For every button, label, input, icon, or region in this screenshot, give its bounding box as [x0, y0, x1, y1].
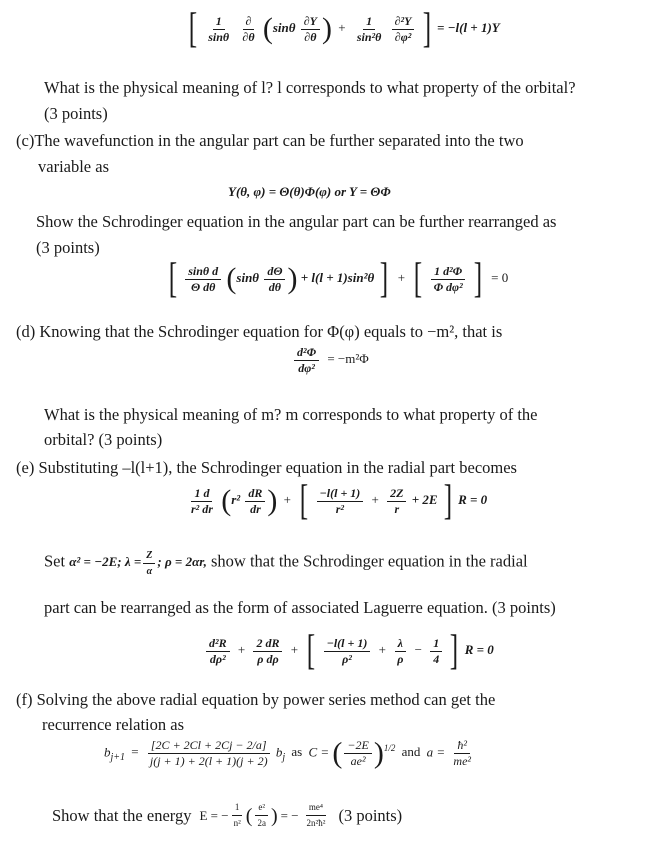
question-f-line2: recurrence relation as [42, 715, 184, 734]
question-b-line1: What is the physical meaning of l? l corresponds to what property of the orbital? [44, 78, 576, 97]
equation-recurrence: $b_{j+1}$ = $\frac{[2C + 2Cl + 2Cj - 2/a]}{j(j + 1) + 2(l + 1)(j + 2)}$ $b_j$ as C = ( $\frac{-2E}{\text{ae²}}$ )$^{1/2}$ and a = $\frac{\text{ħ²}}{\text{me²}}$ [104, 736, 472, 770]
question-c-line2: variable as [38, 157, 110, 176]
question-d-line1: (d) Knowing that the Schrodinger equation for Φ(φ) equals to −m², that is [16, 322, 503, 341]
question-b-line2: (3 points) [44, 104, 108, 123]
question-c-line4: (3 points) [36, 238, 100, 257]
question-c-line1: (c)The wavefunction in the angular part can be further separated into the two [16, 131, 524, 150]
equation-angular: [ $\frac{1}{\sin\theta}$ $\frac{\partial}{\partial\theta}$ (sinθ $\frac{\partial Y}{\partial\theta}$ ) + $\frac{1}{\text{sin²θ}}$ $\frac{\text{∂²Y}}{\text{∂φ²}}$ ] = −l(l + 1)Y [188, 6, 500, 52]
frac-partial-theta: $\frac{\partial}{\partial\theta}$ [242, 13, 255, 44]
equation-radial: $\frac{1 d}{\text{r² dr}}$ (r² $\frac{dR}{dr}$ ) + [ $\frac{-l(l + 1)}{\text{r²}}$ + $\frac{2Z}{r}$ + 2E ] R = 0 [191, 478, 488, 524]
question-d-line3: orbital? (3 points) [44, 430, 163, 449]
question-e-line3: part can be rearranged as the form of associated Laguerre equation. (3 points) [44, 598, 556, 617]
question-f-energy-line: Show that the energy E = − $\frac{1}{\text{n²}}$ ( $\frac{\text{e²}}{2a}$ ) = − $\frac{\text{me⁴}}{\text{2n²ħ²}}$ (3 points) [52, 802, 403, 828]
equation-phi: $\frac{\text{d²Φ}}{\text{dφ²}}$ = −m²Φ [292, 345, 372, 376]
equation-laguerre: $\frac{\text{d²R}}{\text{dρ²}}$ + $\frac{2 dR}{\text{ρ dρ}}$ + [ $\frac{-l(l + 1)}{\text{ρ²}}$ + $\frac{\lambda}{\rho}$ − $\frac{1}{4}$ ] R = 0 [204, 630, 494, 672]
equation-separation: Y(θ, φ) = Θ(θ)Φ(φ) or Y = ΘΦ [228, 184, 391, 199]
question-c-line3: Show the Schrodinger equation in the angular part can be further rearranged as [36, 212, 557, 231]
question-f-line1: (f) Solving the above radial equation by power series method can get the [16, 690, 496, 709]
frac-1-sin: $\frac{1}{\sin\theta}$ [208, 13, 230, 44]
equation-rearranged: [ $\frac{\text{sinθ d}}{\text{Θ dθ}}$ (sinθ $\frac{d\Theta}{d\theta}$ ) + l(l + 1)sin²θ ] + [ $\frac{\text{1 d²Φ}}{\text{Φ dφ²}}$ ] = 0 [168, 256, 509, 302]
question-e-line1: (e) Substituting –l(l+1), the Schrodinger equation in the radial part becomes [16, 458, 517, 477]
question-e-set-line: Set α² = −2E; λ = $\frac{Z}{\alpha}$ ; ρ = 2αr, show that the Schrodinger equation in the radial [44, 550, 528, 577]
question-d-line2: What is the physical meaning of m? m corresponds to what property of the [44, 405, 538, 424]
